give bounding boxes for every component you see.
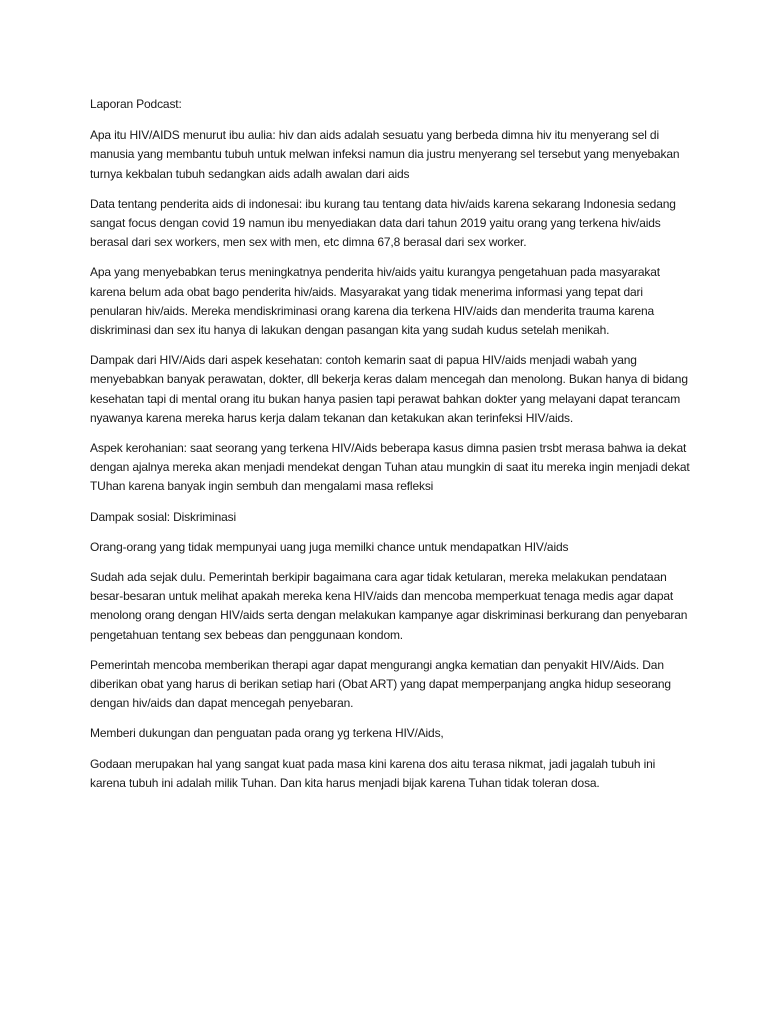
paragraph-poverty: Orang-orang yang tidak mempunyai uang juga memilki chance untuk mendapatkan HIV/aids: [90, 539, 569, 554]
paragraph-government-efforts: Sudah ada sejak dulu. Pemerintah berkipir bagaimana cara agar tidak ketularan, mereka melakukan pendataan besar-besaran untuk melihat apakah mereka kena HIV/aids dan mencoba memperkuat tenaga medis agar dapat menolong orang dengan HIV/aids serta dengan melakukan kampanye agar diskriminasi berkurang dan penyebaran pengetahuan tentang sex bebeas dan penggunaan kondom.: [90, 570, 688, 642]
paragraph-support: Memberi dukungan dan penguatan pada orang yg terkena HIV/Aids,: [90, 726, 444, 741]
paragraph-therapy: Pemerintah mencoba memberikan therapi agar dapat mengurangi angka kematian dan penyakit HIV/Aids. Dan diberikan obat yang harus di berikan setiap hari (Obat ART) yang dapat memperpanjang angka hidup seseorang dengan hiv/aids dan dapat mencegah penyebaran.: [90, 657, 671, 711]
paragraph-hiv-aids-definition: Apa itu HIV/AIDS menurut ibu aulia: hiv dan aids adalah sesuatu yang berbeda dimna hiv itu menyerang sel di manusia yang membantu tubuh untuk melwan infeksi namun dia justru menyerang sel tersebut yang menyebakan turnya kekbalan tubuh sedangkan aids adalh awalan dari aids: [90, 128, 680, 181]
document-title: Laporan Podcast:: [90, 97, 182, 111]
paragraph-social-impact: Dampak sosial: Diskriminasi: [90, 509, 236, 524]
paragraph-indonesia-data: Data tentang penderita aids di indonesai: ibu kurang tau tentang data hiv/aids karena sekarang Indonesia sedang sangat focus dengan covid 19 namun ibu menyediakan data dari tahun 2019 yaitu orang yang terkena hiv/aids berasal dari sex workers, men sex with men, etc dimna 67,8 berasal dari sex worker.: [90, 196, 676, 250]
paragraph-health-impact: Dampak dari HIV/Aids dari aspek kesehatan: contoh kemarin saat di papua HIV/aids menjadi wabah yang menyebabkan banyak perawatan, dokter, dll bekerja keras dalam mencegah dan menolong. Bukan hanya di bidang kesehatan tapi di mental orang itu bukan hanya pasien tapi perawat bahkan dokter yang melayani dapat terancam nyawanya karena mereka harus kerja dalam tekanan dan ketakukan akan terinfeksi HIV/aids.: [90, 353, 688, 425]
paragraph-temptation: Godaan merupakan hal yang sangat kuat pada masa kini karena dos aitu terasa nikmat, jadi jagalah tubuh ini karena tubuh ini adalah milik Tuhan. Dan kita harus menjadi bijak karena Tuhan tidak toleran dosa.: [90, 756, 656, 790]
document-page: [90, 95, 690, 804]
paragraph-spiritual-aspect: Aspek kerohanian: saat seorang yang terkena HIV/Aids beberapa kasus dimna pasien trsbt merasa bahwa ia dekat dengan ajalnya mereka akan menjadi mendekat dengan Tuhan atau mungkin di saat itu mereka ingin menjadi dekat TUhan karena banyak ingin sembuh dan mengalami masa refleksi: [90, 441, 690, 494]
paragraph-causes: Apa yang menyebabkan terus meningkatnya penderita hiv/aids yaitu kurangya pengetahuan pada masyarakat karena belum ada obat bago penderita hiv/aids. Masyarakat yang tidak menerima informasi yang tepat dari penularan hiv/aids. Mereka mendiskriminasi orang karena dia terkena HIV/aids dan menderita trauma karena diskriminasi dan sex itu hanya di lakukan dengan pasangan kita yang sudah kudus setelah menikah.: [90, 265, 660, 338]
